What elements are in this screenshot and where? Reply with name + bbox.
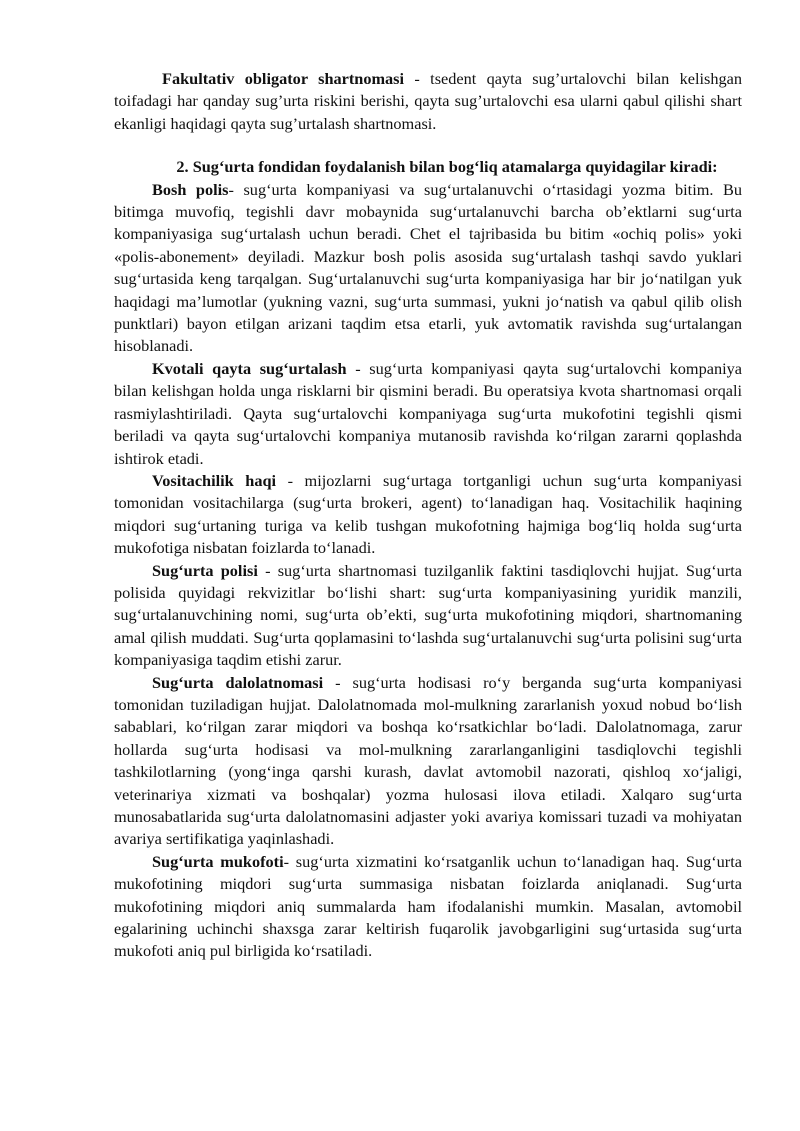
intro-paragraph	[114, 68, 742, 135]
term-mukofot: Sug‘urta mukofoti	[152, 851, 284, 871]
term-kvotali: Kvotali qayta sug‘urtalash	[152, 358, 347, 378]
definition-kvotali: - sug‘urta kompaniyasi qayta sug‘urtalovchi kompaniya bilan kelishgan holda unga risklarni bir qismini beradi. Bu operatsiya kvota shartnomasi orqali rasmiylashtiriladi. Qayta sug‘urtalovchi kompaniyaga sug‘urta mukofotini tegishli qismi beriladi va qayta sug‘urtalovchi kompaniya mutanosib ravishda ko‘rilgan zararni qoplashda ishtirok etadi.	[114, 358, 742, 468]
term-vositachilik: Vositachilik haqi	[152, 470, 277, 490]
section-heading: 2. Sug‘urta fondidan foydalanish bilan bog‘liq atamalarga quyidagilar kiradi:	[176, 157, 718, 177]
definition-bosh-polis: - sug‘urta kompaniyasi va sug‘urtalanuvchi o‘rtasidagi yozma bitim. Bu bitimga muvofiq, tegishli davr mobaynida sug‘urtalanuvchi barcha ob’ektlarni sug‘urta kompaniyasiga sug‘urtalash uchun beradi. Chet el tajribasida bu bitim «ochiq polis» yoki «polis-abonement» deyiladi. Mazkur bosh polis asosida sug‘urtalash tashqi savdo yuklari sug‘urtasida keng tarqalgan. Sug‘urtalanuvchi sug‘urta kompaniyasiga har bir jo‘natilgan yuk haqidagi ma’lumotlar (yukning vazni, sug‘urta summasi, yukni jo‘natish va qabul qilib olish punktlari) bayon etilgan arizani taqdim etsa etarli, yuk avtomatik ravishda sug‘urtalangan hisoblanadi.	[114, 179, 742, 356]
entry-bosh-polis	[114, 179, 742, 358]
term-bosh-polis: Bosh polis	[152, 179, 229, 199]
definition-dalolatnoma: - sug‘urta hodisasi ro‘y berganda sug‘urta kompaniyasi tomonidan tuziladigan hujjat. Dalolatnomada mol-mulkning zararlanish yoxud nobud bo‘lish sabablari, ko‘rilgan zarar miqdori va boshqa ko‘rsatkichlar bo‘ladi. Dalolatnomaga, zarur hollarda sug‘urta hodisasi va mol-mulkning zararlanganligini tasdiqlovchi tegishli tashkilotlarning (yong‘inga qarshi kurash, davlat avtomobil nazorati, qishloq xo‘jaligi, veterinariya xizmati va boshqalar) yozma hulosasi ilova etiladi. Xalqaro sug‘urta munosabatlarida sug‘urta dalolatnomasini adjaster yoki avariya komissari tuzadi va mohiyatan avariya sertifikatiga yaqinlashadi.	[114, 672, 742, 849]
entry-kvotali	[114, 358, 742, 470]
entry-dalolatnoma	[114, 672, 742, 851]
definition-vositachilik: - mijozlarni sug‘urtaga tortganligi uchun sug‘urta kompaniyasi tomonidan vositachilarga (sug‘urta brokeri, agent) to‘lanadigan haq. Vositachilik haqining miqdori sug‘urtaning turiga va kelib tushgan mukofotning hajmiga bog‘liq holda sug‘urta mukofotiga nisbatan foizlarda to‘lanadi.	[114, 470, 743, 558]
entry-vositachilik	[114, 470, 742, 560]
definition-polis: - sug‘urta shartnomasi tuzilganlik faktini tasdiqlovchi hujjat. Sug‘urta polisida quyidagi rekvizitlar bo‘lishi shart: sug‘urta kompaniyasining yuridik manzili, sug‘urtalanuvchining nomi, sug‘urta ob’ekti, sug‘urta mukofotining miqdori, shartnomaning amal qilish muddati. Sug‘urta qoplamasini to‘lashda sug‘urtalanuvchi sug‘urta polisini sug‘urta kompaniyasiga taqdim etishi zarur.	[114, 560, 742, 670]
document-page	[114, 68, 742, 963]
definition-mukofot: - sug‘urta xizmatini ko‘rsatganlik uchun to‘lanadigan haq. Sug‘urta mukofotining miqdori sug‘urta summasiga nisbatan foizlarda aniqlanadi. Sug‘urta mukofotining miqdori aniq summalarda ham ifodalanishi mumkin. Masalan, avtomobil egalarining uchinchi shaxsga zarar keltirish fuqarolik javobgarligini sug‘urtasida sug‘urta mukofoti aniq pul birligida ko‘rsatiladi.	[114, 851, 742, 961]
entry-polis	[114, 560, 742, 672]
term-fakultativ: Fakultativ obligator shartnomasi	[162, 69, 405, 88]
definition-fakultativ: - tsedent qayta sug’urtalovchi bilan kelishgan toifadagi har qanday sug’urta riskini berishi, qayta sug’urtalovchi esa ularni qabul qilishi shart ekanligi haqidagi qayta sug’urtalash shartnomasi.	[114, 69, 742, 133]
entry-mukofot	[114, 851, 742, 963]
term-polis: Sug‘urta polisi	[152, 560, 258, 580]
term-dalolatnoma: Sug‘urta dalolatnomasi	[152, 672, 324, 692]
